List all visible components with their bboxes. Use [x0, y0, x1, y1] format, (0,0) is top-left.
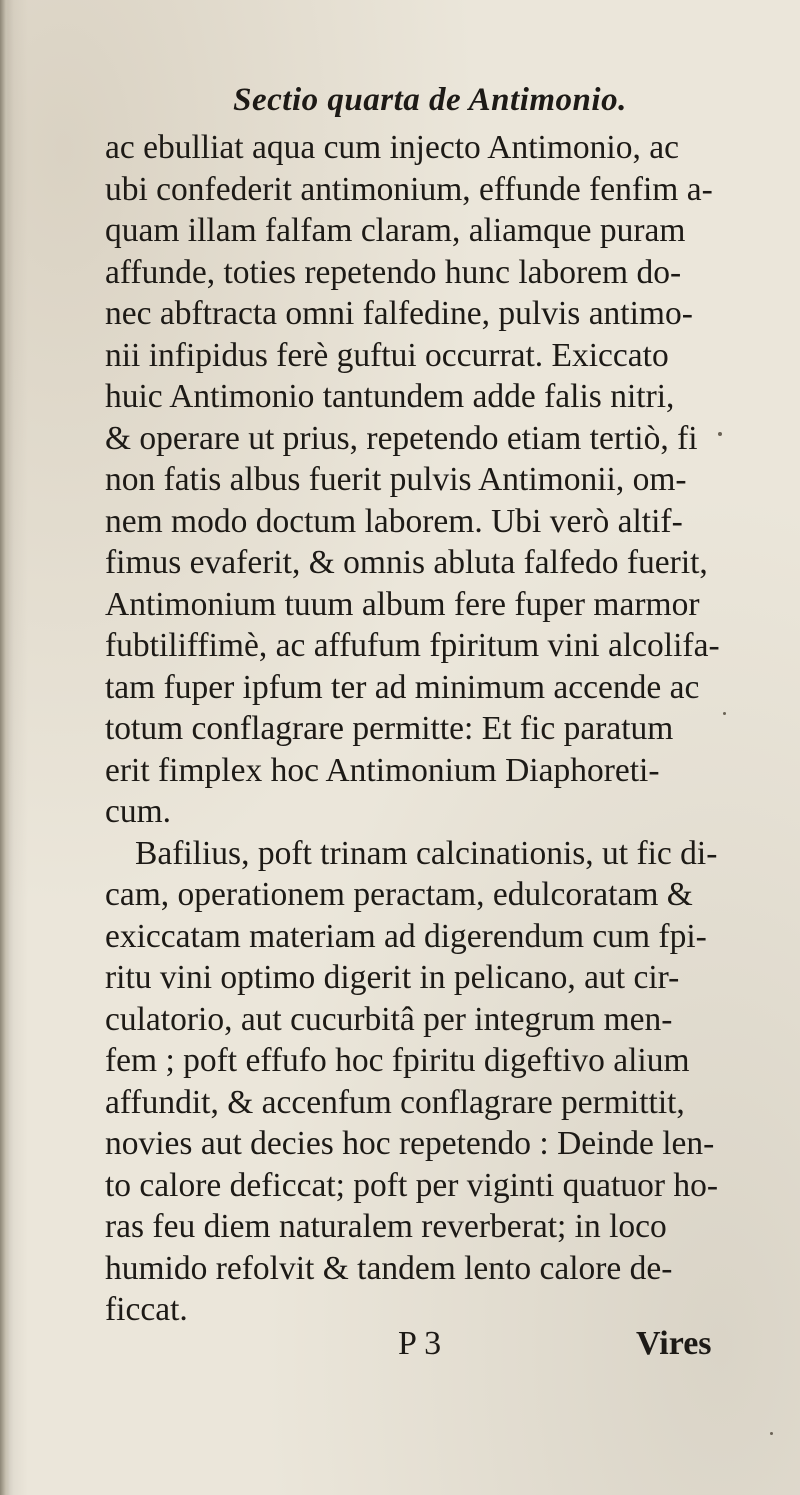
text-line: tam fuper ipfum ter ad minimum accende ac	[105, 668, 700, 706]
text-line: nec abftracta omni falfedine, pulvis antimo-	[105, 295, 693, 332]
text-line: & operare ut prius, repetendo etiam tertiò, fi	[105, 419, 698, 457]
text-line: erit fimplex hoc Antimonium Diaphoreti-	[105, 751, 660, 789]
text-line: novies aut decies hoc repetendo : Deinde len-	[105, 1125, 715, 1162]
text-line: nii infipidus ferè guftui occurrat. Exiccato	[105, 336, 669, 374]
body-text	[105, 127, 785, 1331]
signature-mark: P 3	[398, 1325, 442, 1362]
text-line: nem modo doctum laborem. Ubi verò altif-	[105, 502, 683, 540]
text-line: non fatis albus fuerit pulvis Antimonii, om-	[105, 461, 687, 498]
text-line: humido refolvit & tandem lento calore de-	[105, 1249, 673, 1287]
paper-speck	[718, 432, 722, 436]
text-line: fem ; poft effufo hoc fpiritu digeftivo alium	[105, 1042, 690, 1079]
text-line: exiccatam materiam ad digerendum cum fpi-	[105, 917, 707, 955]
paper-speck	[770, 1432, 773, 1435]
text-line: to calore deficcat; poft per viginti quatuor ho-	[105, 1166, 719, 1204]
text-line: cum.	[105, 793, 172, 830]
page-gutter-shadow	[0, 0, 10, 1495]
text-line: ficcat.	[105, 1291, 188, 1328]
page-footer	[0, 1325, 800, 1370]
text-line: ras feu diem naturalem reverberat; in loco	[105, 1208, 667, 1245]
text-line: ubi confederit antimonium, effunde fenfim a-	[105, 170, 713, 208]
text-line: quam illam falfam claram, aliamque puram	[105, 212, 686, 249]
text-line: fubtiliffimè, ac affufum fpiritum vini alcolifa-	[105, 627, 720, 664]
text-line: Bafilius, poft trinam calcinationis, ut fic di-	[135, 834, 718, 872]
text-line: cam, operationem peractam, edulcoratam &	[105, 876, 693, 913]
text-line: Antimonium tuum album fere fuper marmor	[105, 585, 700, 623]
text-line: totum conflagrare permitte: Et fic paratum	[105, 710, 674, 747]
catchword: Vires	[636, 1325, 712, 1362]
text-line: affunde, toties repetendo hunc laborem do-	[105, 253, 682, 291]
text-line: affundit, & accenfum conflagrare permittit,	[105, 1083, 685, 1121]
text-line: fimus evaferit, & omnis abluta falfedo fuerit,	[105, 544, 708, 581]
text-line: ac ebulliat aqua cum injecto Antimonio, ac	[105, 129, 679, 166]
text-line: ritu vini optimo digerit in pelicano, aut cir-	[105, 959, 680, 996]
text-line: culatorio, aut cucurbitâ per integrum men-	[105, 1000, 673, 1038]
running-head: Sectio quarta de Antimonio.	[233, 82, 627, 118]
text-line: huic Antimonio tantundem adde falis nitri,	[105, 378, 675, 415]
paper-speck	[723, 712, 726, 715]
